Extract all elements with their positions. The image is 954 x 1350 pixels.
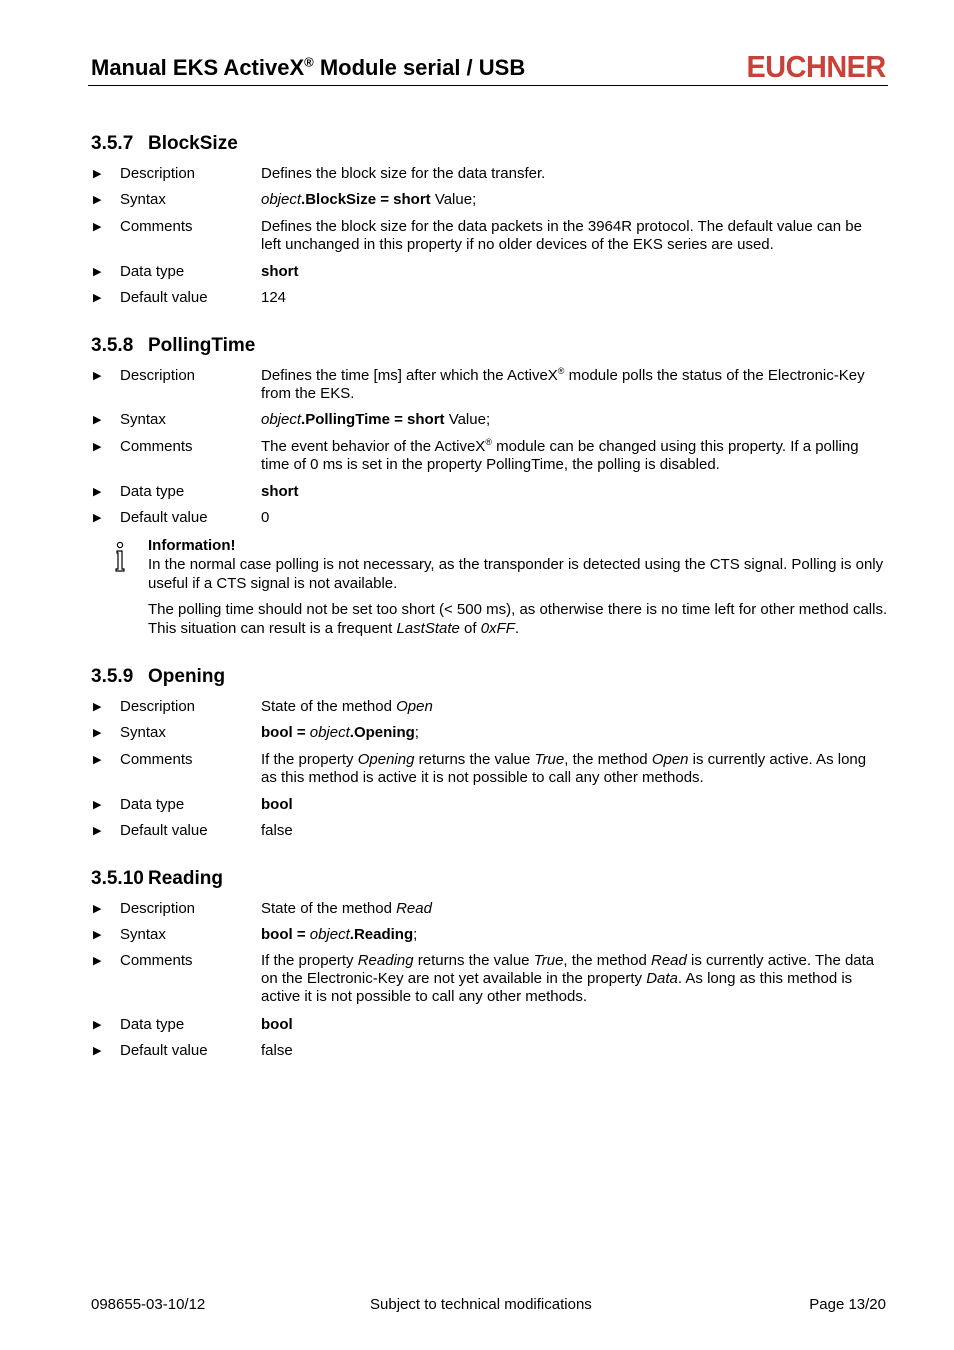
footer-page-number: Page 13/20 — [809, 1296, 886, 1313]
page-header — [88, 50, 888, 86]
registered-mark: ® — [485, 437, 492, 447]
info-text: . — [514, 620, 520, 637]
section-heading-pollingtime — [91, 335, 255, 357]
bullet-icon: ▶ — [93, 903, 102, 915]
syntax-property: .Opening — [349, 724, 415, 741]
bullet-icon: ▶ — [93, 727, 102, 739]
value-method: Open — [396, 698, 433, 715]
bullet-icon: ▶ — [93, 441, 102, 453]
section-title: BlockSize — [148, 133, 238, 154]
value-method: Read — [650, 952, 687, 969]
row-value — [261, 438, 886, 474]
value-text: is currently active. The data on the Electronic-Key are not yet available in the property — [261, 952, 875, 987]
value-text: , the method — [564, 751, 652, 768]
row-value: short — [261, 263, 299, 280]
bullet-icon: ▶ — [93, 512, 102, 524]
row-label: Default value — [120, 509, 208, 526]
row-value — [261, 900, 886, 918]
row-label: Comments — [120, 952, 193, 969]
row-label: Syntax — [120, 191, 166, 208]
section-title: Opening — [148, 666, 226, 687]
syntax-object: object — [309, 724, 350, 741]
section-number: 3.5.8 — [91, 335, 134, 356]
row-value — [261, 411, 886, 429]
row-value: false — [261, 822, 293, 839]
row-label: Comments — [120, 438, 193, 455]
value-text: If the property — [261, 751, 358, 768]
value-property: Opening — [357, 751, 415, 768]
title-text: Manual EKS ActiveX — [91, 55, 305, 80]
value-true: True — [533, 952, 564, 969]
value-text: returns the value — [414, 751, 535, 768]
bullet-icon: ▶ — [93, 194, 102, 206]
bullet-icon: ▶ — [93, 825, 102, 837]
info-text: In the normal case polling is not necessary, as the transponder is detected using the CTS signal. Polling is only useful if a CTS signal is not available. — [148, 556, 884, 592]
row-value: bool — [261, 1016, 293, 1033]
registered-mark: ® — [304, 54, 314, 70]
row-label: Default value — [120, 1042, 208, 1059]
row-label: Syntax — [120, 926, 166, 943]
section-heading-blocksize — [91, 133, 238, 155]
row-label: Data type — [120, 483, 185, 500]
info-hex-value: 0xFF — [480, 620, 515, 637]
row-value — [261, 698, 886, 716]
row-label: Description — [120, 367, 196, 384]
row-label: Data type — [120, 796, 185, 813]
row-label: Description — [120, 900, 196, 917]
value-text: module can be changed using this property. If a polling time of 0 ms is set in the property PollingTime, the polling is disabled. — [261, 438, 859, 473]
syntax-property: .Reading — [349, 926, 414, 943]
value-text: Defines the time [ms] after which the ActiveX — [261, 367, 558, 384]
information-note — [148, 536, 888, 593]
row-value — [261, 724, 886, 742]
row-value: 0 — [261, 509, 270, 526]
section-number: 3.5.9 — [91, 666, 134, 687]
row-value: short — [261, 483, 299, 500]
information-note-2 — [148, 600, 888, 638]
footer-note: Subject to technical modifications — [370, 1296, 592, 1313]
row-label: Comments — [120, 218, 193, 235]
syntax-property: .BlockSize = short — [301, 191, 431, 208]
row-label: Description — [120, 698, 196, 715]
row-label: Data type — [120, 263, 185, 280]
bullet-icon: ▶ — [93, 221, 102, 233]
row-value: false — [261, 1042, 293, 1059]
value-true: True — [534, 751, 565, 768]
syntax-rest: Value; — [430, 191, 477, 208]
bullet-icon: ▶ — [93, 292, 102, 304]
syntax-type: bool = — [261, 724, 310, 741]
euchner-logo: EUCHNER — [746, 49, 886, 84]
value-text: returns the value — [413, 952, 534, 969]
value-text: The event behavior of the ActiveX — [261, 438, 486, 455]
value-method: Read — [396, 900, 432, 917]
title-text-suffix: Module serial / USB — [313, 55, 526, 80]
registered-mark: ® — [557, 366, 565, 376]
info-text: of — [459, 620, 481, 637]
row-label: Data type — [120, 1016, 185, 1033]
info-laststate: LastState — [396, 620, 460, 637]
bullet-icon: ▶ — [93, 754, 102, 766]
row-label: Description — [120, 165, 196, 182]
value-text: is currently active. As long as this method is active it is not possible to call any other methods. — [261, 751, 867, 786]
bullet-icon: ▶ — [93, 1045, 102, 1057]
value-method: Open — [651, 751, 689, 768]
value-text: State of the method — [261, 900, 397, 917]
bullet-icon: ▶ — [93, 370, 102, 382]
row-label: Default value — [120, 289, 208, 306]
bullet-icon: ▶ — [93, 486, 102, 498]
section-number: 3.5.10 — [91, 868, 144, 889]
row-value: 124 — [261, 289, 287, 306]
bullet-icon: ▶ — [93, 168, 102, 180]
value-text: , the method — [563, 952, 651, 969]
bullet-icon: ▶ — [93, 799, 102, 811]
section-number: 3.5.7 — [91, 133, 134, 154]
document-title — [91, 55, 525, 81]
row-label: Default value — [120, 822, 208, 839]
syntax-property: .PollingTime = short — [301, 411, 445, 428]
syntax-object: object — [309, 926, 350, 943]
value-text: State of the method — [261, 698, 397, 715]
syntax-object: object — [261, 411, 302, 428]
bullet-icon: ▶ — [93, 929, 102, 941]
info-text: The polling time should not be set too short (< 500 ms), as otherwise there is no time left for other method calls. This situation can result is a frequent — [148, 601, 888, 637]
value-text: . As long as this method is active it is not possible to call any other methods. — [261, 970, 853, 1005]
row-value — [261, 952, 886, 1006]
section-heading-opening — [91, 666, 225, 688]
section-title: Reading — [148, 868, 223, 889]
syntax-rest: ; — [413, 926, 418, 943]
row-value — [261, 367, 886, 403]
syntax-rest: ; — [414, 724, 419, 741]
row-label: Comments — [120, 751, 193, 768]
value-property: Reading — [357, 952, 414, 969]
bullet-icon: ▶ — [93, 701, 102, 713]
section-heading-reading — [91, 868, 223, 890]
row-label: Syntax — [120, 724, 166, 741]
value-text: module polls the status of the Electronic-Key from the EKS. — [261, 367, 865, 402]
row-value: Defines the block size for the data transfer. — [261, 165, 546, 182]
row-value — [261, 191, 886, 209]
row-value: Defines the block size for the data packets in the 3964R protocol. The default value can be left unchanged in this property if no older devices of the EKS series are used. — [261, 218, 862, 253]
bullet-icon: ▶ — [93, 955, 102, 967]
value-text: If the property — [261, 952, 358, 969]
syntax-rest: Value; — [444, 411, 491, 428]
value-data: Data — [646, 970, 678, 987]
syntax-object: object — [261, 191, 302, 208]
bullet-icon: ▶ — [93, 266, 102, 278]
section-title: PollingTime — [148, 335, 256, 356]
bullet-icon: ▶ — [93, 414, 102, 426]
bullet-icon: ▶ — [93, 1019, 102, 1031]
syntax-type: bool = — [261, 926, 310, 943]
info-icon — [113, 541, 127, 573]
row-value — [261, 751, 886, 787]
row-value — [261, 926, 886, 944]
footer-doc-number: 098655-03-10/12 — [91, 1296, 206, 1313]
info-title: Information! — [148, 537, 236, 554]
row-label: Syntax — [120, 411, 166, 428]
row-value: bool — [261, 796, 293, 813]
